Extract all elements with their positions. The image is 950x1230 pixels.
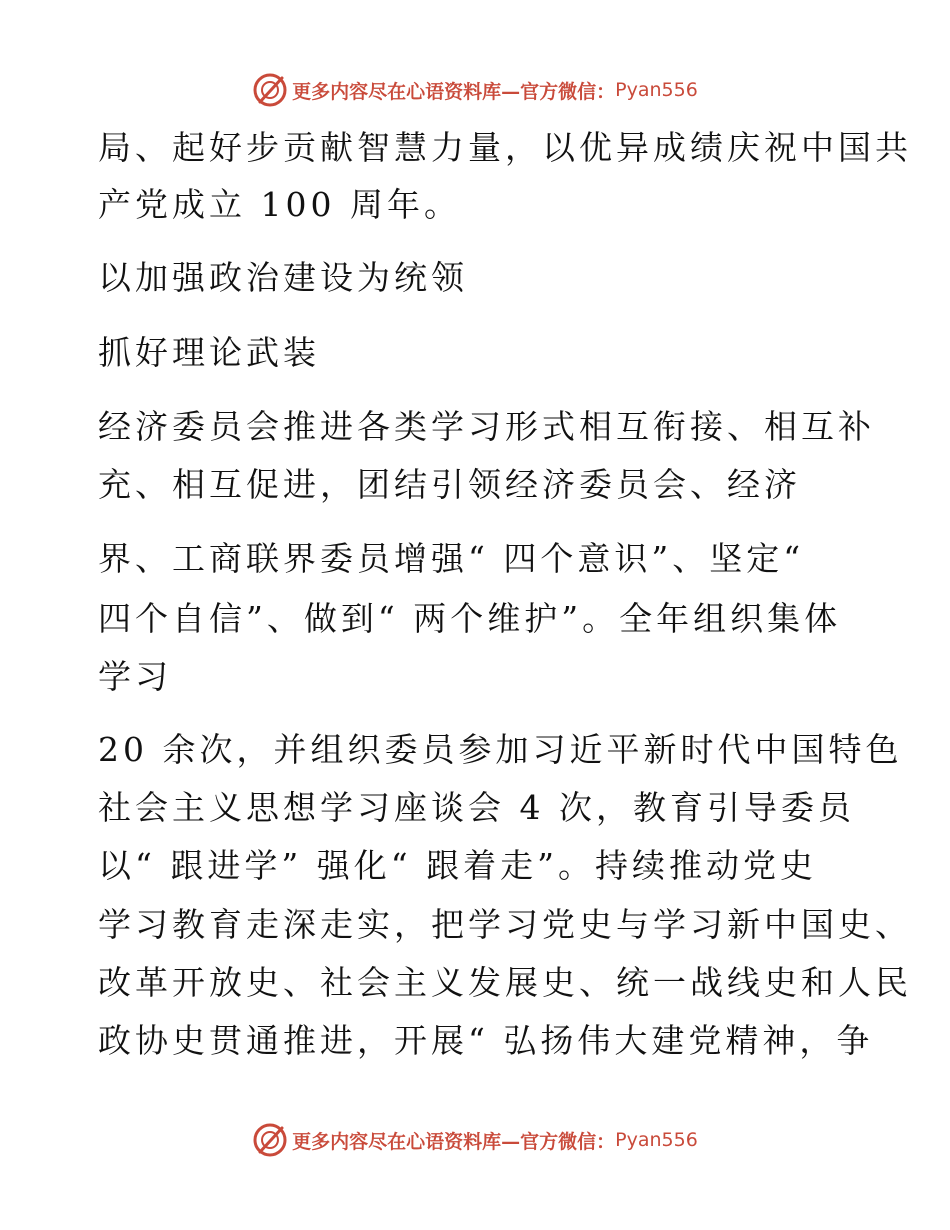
text-line: 充、相互促进，团结引领经济委员会、经济 xyxy=(98,465,801,504)
watermark-account: Pyan556 xyxy=(615,79,698,101)
text-line: 以“ 跟进学” 强化“ 跟着走”。持续推动党史 xyxy=(98,846,817,885)
text-line: 20 余次，并组织委员参加习近平新时代中国特色 xyxy=(98,730,903,769)
footer-watermark xyxy=(0,1120,950,1160)
text-line: 界、工商联界委员增强“ 四个意识”、坚定“ xyxy=(98,539,805,578)
text-line: 学习 xyxy=(98,657,172,696)
text-line: 以加强政治建设为统领 xyxy=(98,258,468,297)
text-line: 政协史贯通推进，开展“ 弘扬伟大建党精神，争 xyxy=(98,1021,874,1060)
text-line: 改革开放史、社会主义发展史、统一战线史和人民 xyxy=(98,963,912,1002)
text-line: 经济委员会推进各类学习形式相互衔接、相互补 xyxy=(98,407,875,446)
text-line: 四个自信”、做到“ 两个维护”。全年组织集体 xyxy=(98,599,842,638)
text-line: 学习教育走深走实，把学习党史与学习新中国史、 xyxy=(98,905,912,944)
logo-icon xyxy=(252,1122,288,1158)
text-line: 抓好理论武装 xyxy=(98,333,320,372)
text-line: 局、起好步贡献智慧力量，以优异成绩庆祝中国共 xyxy=(98,128,912,167)
watermark-text: 更多内容尽在心语资料库—官方微信： xyxy=(292,1130,616,1153)
watermark-account: Pyan556 xyxy=(615,1129,698,1151)
watermark-text: 更多内容尽在心语资料库—官方微信： xyxy=(292,80,616,103)
text-line: 社会主义思想学习座谈会 4 次，教育引导委员 xyxy=(98,788,855,827)
text-line: 产党成立 100 周年。 xyxy=(98,185,461,224)
